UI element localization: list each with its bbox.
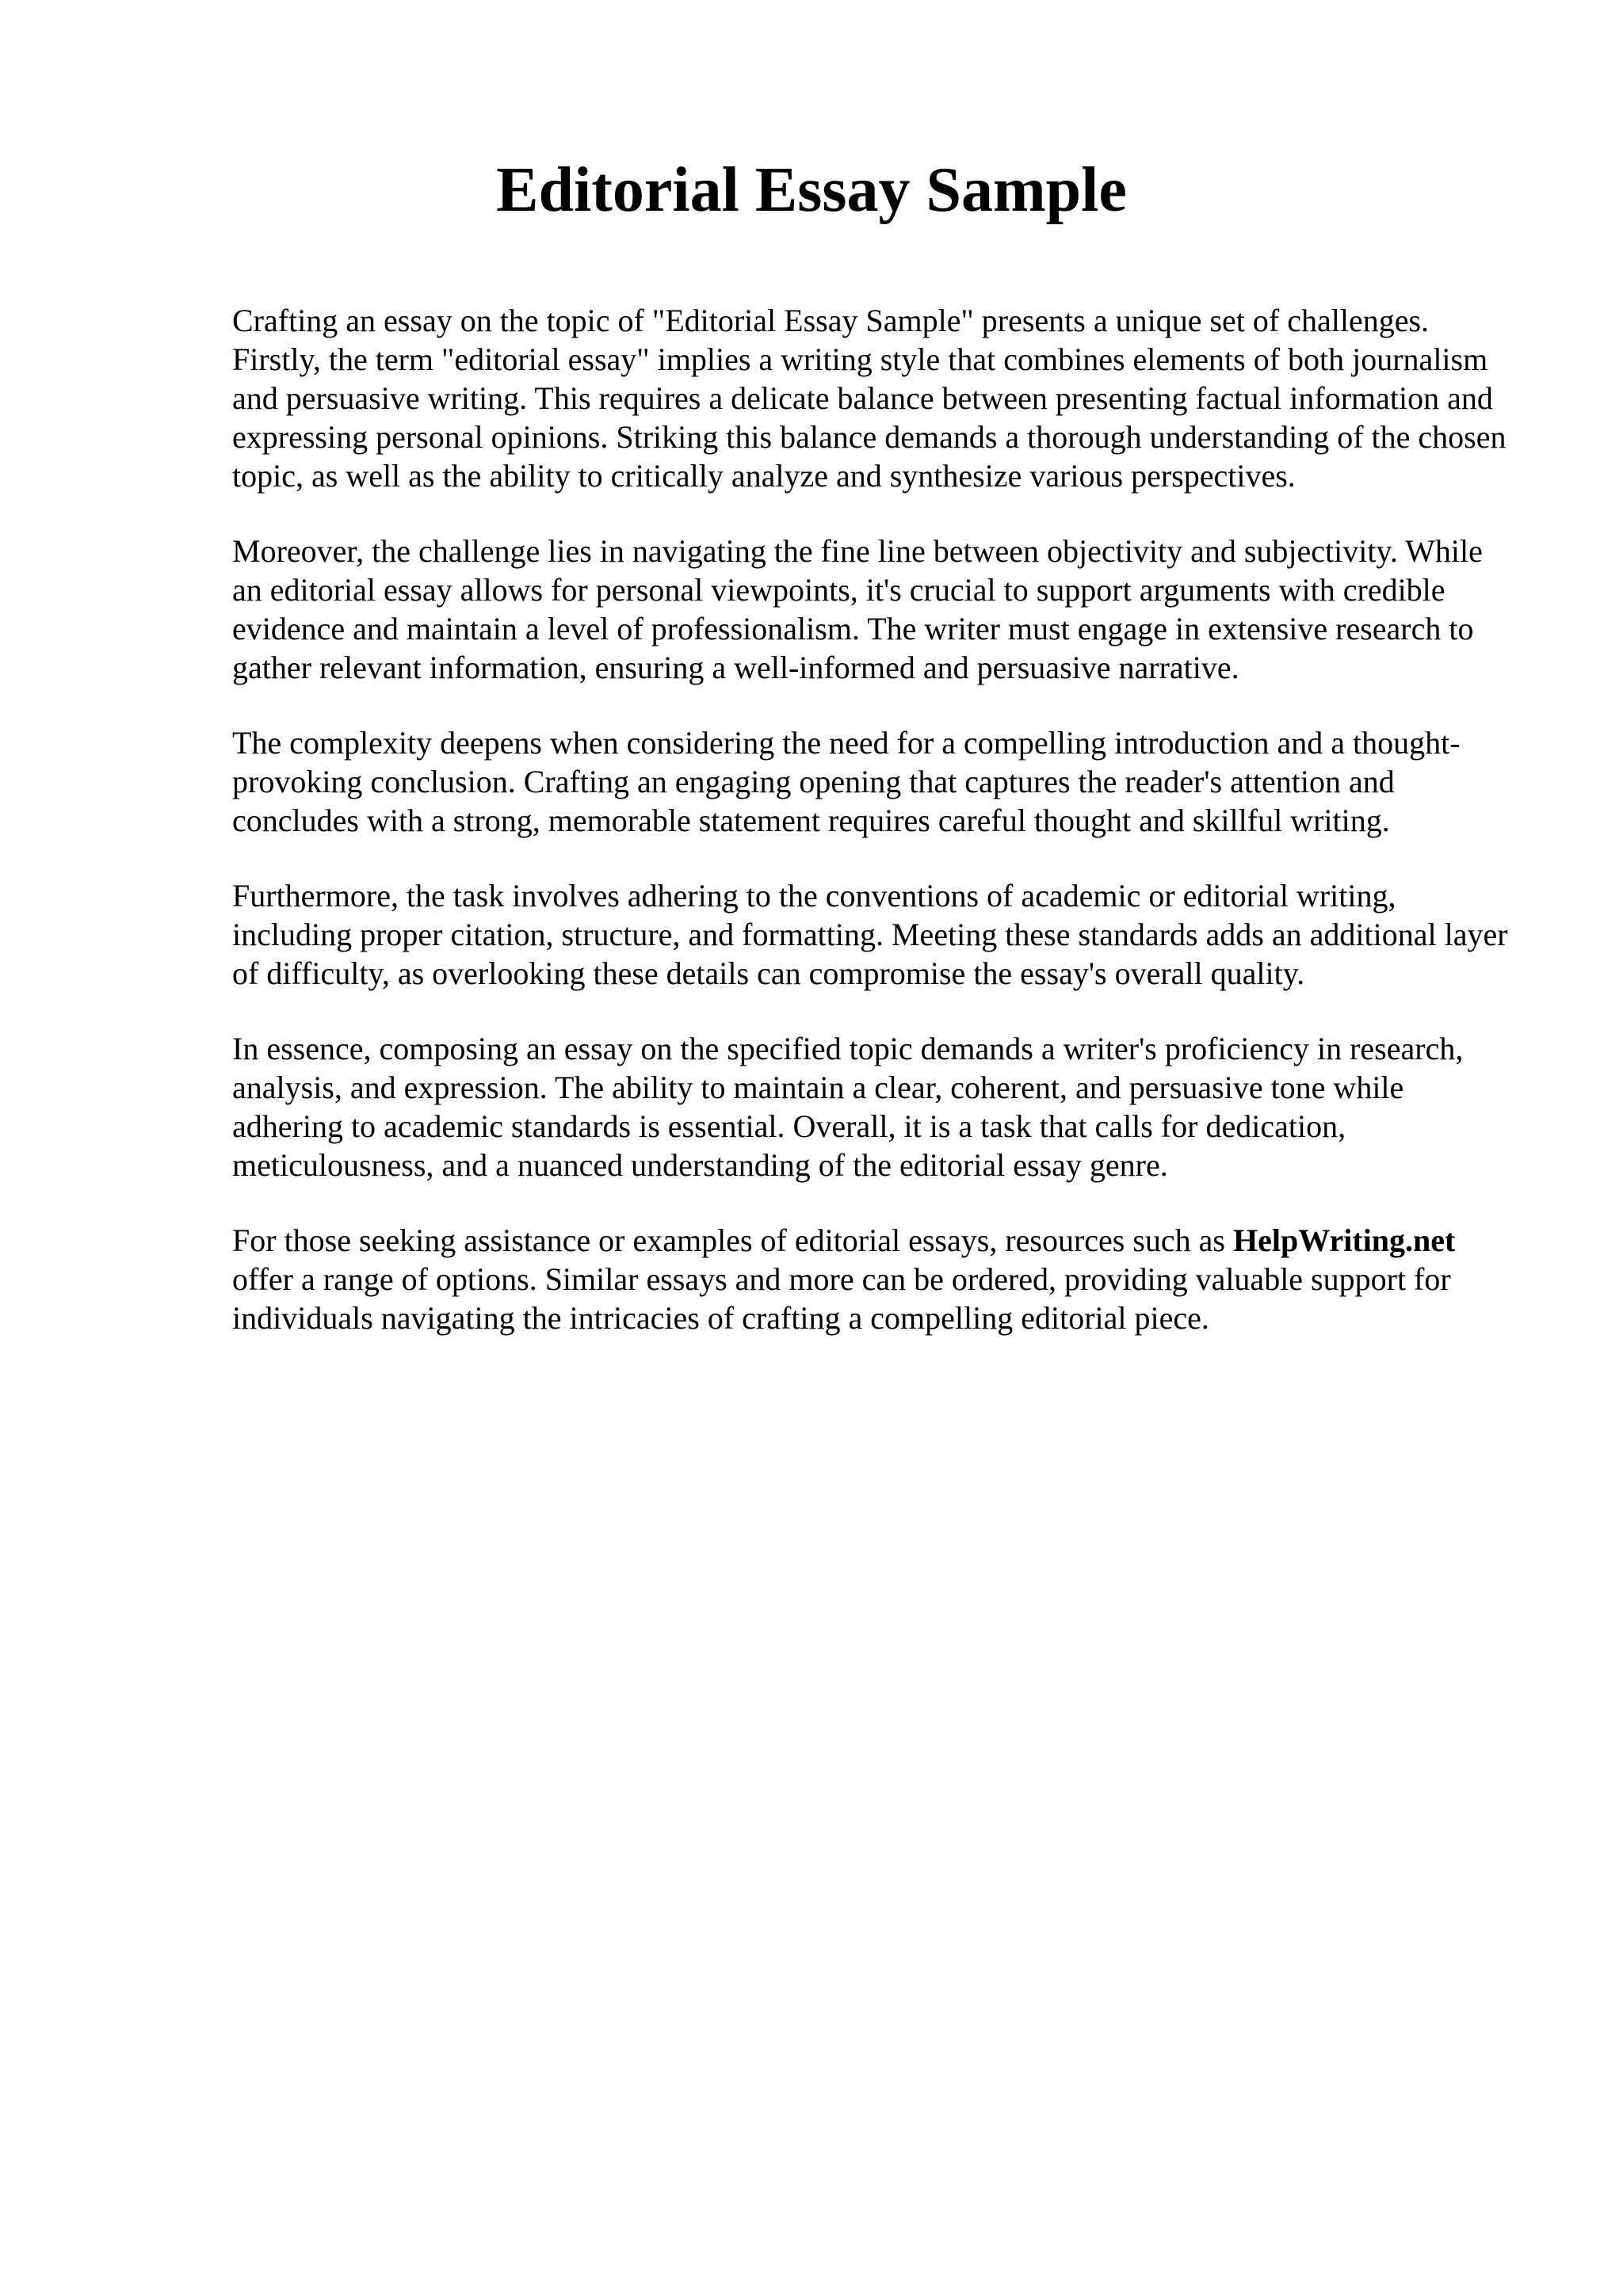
paragraph-6 [232,1221,1516,1337]
document-body [232,301,1516,1374]
paragraph-1: Crafting an essay on the topic of "Editorial Essay Sample" presents a unique set of challenges. Firstly, the term "editorial essay" implies a writing style that combines elements of both journalism and persuasive writing. This requires a delicate balance between presenting factual information and expressing personal opinions. Striking this balance demands a thorough understanding of the chosen topic, as well as the ability to critically analyze and synthesize various perspectives. [232,303,1507,494]
document-title: Editorial Essay Sample [496,155,1127,225]
paragraph-5: In essence, composing an essay on the specified topic demands a writer's proficiency in research, analysis, and expression. The ability to maintain a clear, coherent, and persuasive tone while adhering to academic standards is essential. Overall, it is a task that calls for dedication, meticulousness, and a nuanced understanding of the editorial essay genre. [232,1031,1464,1183]
helpwriting-link[interactable]: HelpWriting.net [1233,1222,1456,1258]
paragraph-3: The complexity deepens when considering the need for a compelling introduction and a thought-provoking conclusion. Crafting an engaging opening that captures the reader's attention and concludes with a strong, memorable statement requires careful thought and skillful writing. [232,725,1461,838]
paragraph-4: Furthermore, the task involves adhering to the conventions of academic or editorial writing, including proper citation, structure, and formatting. Meeting these standards adds an additional layer of difficulty, as overlooking these details can compromise the essay's overall quality. [232,878,1508,991]
paragraph-2: Moreover, the challenge lies in navigating the fine line between objectivity and subjectivity. While an editorial essay allows for personal viewpoints, it's crucial to support arguments with credible evidence and maintain a level of professionalism. The writer must engage in extensive research to gather relevant information, ensuring a well-informed and persuasive narrative. [232,533,1483,685]
paragraph-6-outro: offer a range of options. Similar essays and more can be ordered, providing valuable support for individuals navigating the intricacies of crafting a compelling editorial piece. [232,1261,1451,1336]
paragraph-6-intro: For those seeking assistance or examples of editorial essays, resources such as [232,1222,1233,1258]
